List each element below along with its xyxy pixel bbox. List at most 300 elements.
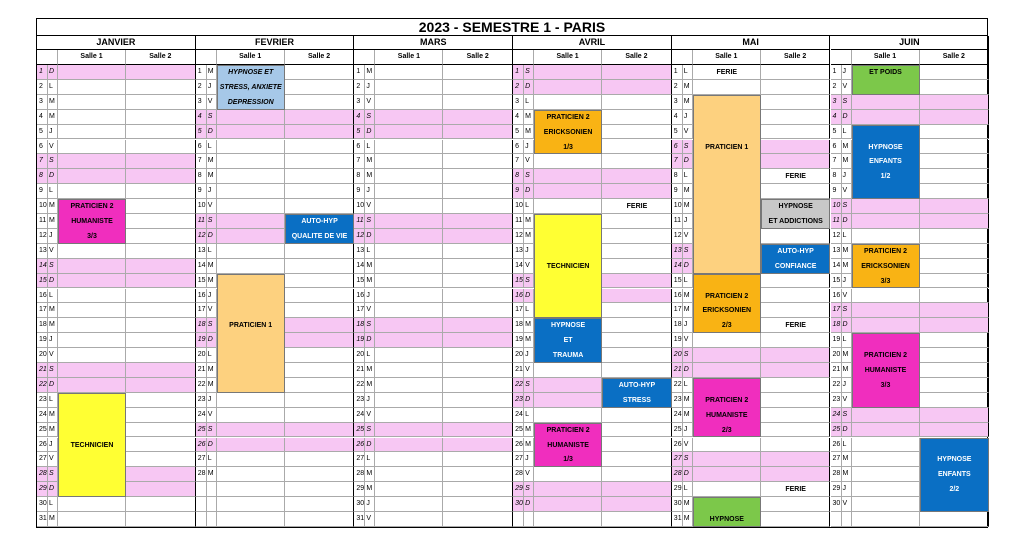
room-2-slot[interactable] [920,408,990,423]
room-2-slot[interactable] [602,482,672,497]
room-1-slot[interactable] [534,378,602,393]
room-1-slot[interactable] [693,438,761,453]
room-2-slot[interactable] [920,169,990,184]
room-2-slot[interactable] [602,80,672,95]
room-2-slot[interactable] [285,423,355,438]
room-2-slot[interactable] [920,80,990,95]
room-1-slot[interactable] [375,452,443,467]
room-1-slot[interactable] [693,363,761,378]
room-1-slot[interactable] [217,154,285,169]
room-2-slot[interactable] [920,125,990,140]
room-2-slot[interactable] [285,438,355,453]
room-1-slot[interactable] [852,318,920,333]
room-2-slot[interactable] [761,348,831,363]
room-1-header: Salle 1 [58,50,126,65]
room-2-slot[interactable] [602,363,672,378]
room-1-slot[interactable] [852,497,920,512]
room-2-slot[interactable] [602,184,672,199]
room-2-slot[interactable] [602,497,672,512]
weekday-letter: S [683,452,693,467]
room-1-header: Salle 1 [852,50,920,65]
room-2-slot[interactable] [761,512,831,527]
room-2-slot[interactable] [285,65,355,80]
room-1-slot[interactable] [58,140,126,155]
room-2-slot[interactable] [126,303,196,318]
room-1-slot[interactable] [375,244,443,259]
room-2-slot[interactable] [126,363,196,378]
room-1-slot[interactable] [534,95,602,110]
room-2-slot[interactable] [285,80,355,95]
room-2-slot[interactable] [602,110,672,125]
room-2-slot[interactable] [761,378,831,393]
room-2-slot[interactable] [285,154,355,169]
room-1-slot[interactable] [217,110,285,125]
room-2-slot[interactable] [443,438,513,453]
room-2-slot[interactable] [443,363,513,378]
room-1-slot[interactable] [852,452,920,467]
room-2-slot[interactable] [602,65,672,80]
room-1-slot[interactable] [217,184,285,199]
room-1-slot[interactable] [534,169,602,184]
room-2-slot[interactable] [126,80,196,95]
event-block[interactable] [217,274,285,393]
room-1-slot[interactable] [375,348,443,363]
room-2-slot[interactable] [285,169,355,184]
room-1-slot[interactable] [693,482,761,497]
weekday-letter: S [365,214,375,229]
room-2-slot[interactable] [443,333,513,348]
room-2-slot[interactable] [920,348,990,363]
room-1-slot[interactable] [852,289,920,304]
room-2-slot[interactable] [126,184,196,199]
room-2-slot[interactable] [126,140,196,155]
room-1-slot[interactable] [375,125,443,140]
room-2-slot[interactable] [443,303,513,318]
room-1-slot[interactable] [217,140,285,155]
room-2-slot[interactable] [761,423,831,438]
room-2-slot[interactable] [126,423,196,438]
room-2-slot[interactable] [761,408,831,423]
room-2-slot[interactable] [443,110,513,125]
room-2-slot[interactable] [761,333,831,348]
room-1-slot[interactable] [852,110,920,125]
event-label: PRATICIEN 2 [863,247,908,255]
room-2-slot[interactable] [920,303,990,318]
room-2-slot[interactable] [443,259,513,274]
room-2-slot[interactable] [126,125,196,140]
room-1-slot[interactable] [852,423,920,438]
room-2-slot[interactable] [126,512,196,527]
room-1-slot[interactable] [58,274,126,289]
room-2-slot[interactable] [126,393,196,408]
room-2-slot[interactable] [126,169,196,184]
room-2-slot[interactable] [285,318,355,333]
weekday-letter: D [365,229,375,244]
room-2-slot[interactable] [920,184,990,199]
room-2-slot[interactable] [920,95,990,110]
room-1-slot[interactable] [375,65,443,80]
room-2-slot[interactable] [443,65,513,80]
weekday-letter: L [683,274,693,289]
room-2-slot[interactable] [443,140,513,155]
room-2-slot[interactable] [285,274,355,289]
room-2-slot[interactable] [126,378,196,393]
room-2-slot[interactable] [443,408,513,423]
room-2-slot[interactable] [920,393,990,408]
room-2-slot[interactable] [443,482,513,497]
room-2-slot[interactable] [761,363,831,378]
room-1-slot[interactable] [375,229,443,244]
room-1-slot[interactable] [852,467,920,482]
room-2-slot[interactable] [602,467,672,482]
room-1-slot[interactable] [375,512,443,527]
day-number: 23 [354,393,365,408]
room-2-slot[interactable] [761,154,831,169]
room-2-slot[interactable] [443,169,513,184]
room-2-slot[interactable] [761,65,831,80]
room-2-slot[interactable] [602,214,672,229]
room-2-slot[interactable] [126,497,196,512]
room-1-slot[interactable] [375,378,443,393]
room-2-slot[interactable] [285,289,355,304]
room-1-slot[interactable] [375,214,443,229]
room-2-slot[interactable] [602,438,672,453]
room-2-slot[interactable] [920,259,990,274]
room-2-slot[interactable] [443,497,513,512]
room-1-slot[interactable] [58,512,126,527]
weekday-letter: L [48,184,58,199]
room-2-slot[interactable] [285,408,355,423]
room-1-slot[interactable] [375,318,443,333]
room-1-slot[interactable] [58,333,126,348]
room-2-slot[interactable] [443,318,513,333]
room-2-slot[interactable] [285,303,355,318]
room-1-slot[interactable] [534,184,602,199]
room-2-slot[interactable] [126,333,196,348]
room-1-slot[interactable] [852,408,920,423]
room-2-slot[interactable] [761,452,831,467]
day-number: 23 [37,393,48,408]
weekday-letter: V [842,80,852,95]
room-1-slot[interactable] [534,467,602,482]
room-1-slot[interactable] [852,95,920,110]
room-2-slot[interactable] [443,199,513,214]
room-2-slot[interactable] [761,303,831,318]
room-1-slot[interactable] [375,393,443,408]
room-2-slot[interactable] [285,184,355,199]
room-1-slot[interactable] [534,363,602,378]
room-1-slot[interactable] [217,125,285,140]
weekday-letter: M [524,214,534,229]
event-label: HUMANISTE [864,367,907,374]
room-2-slot[interactable] [443,452,513,467]
room-2-slot[interactable] [285,363,355,378]
room-1-slot[interactable] [58,348,126,363]
room-1-slot[interactable] [534,65,602,80]
weekday-letter: S [683,244,693,259]
room-2-slot[interactable] [126,65,196,80]
room-2-slot[interactable] [602,95,672,110]
room-2-slot[interactable] [920,110,990,125]
room-1-slot[interactable] [58,169,126,184]
room-1-slot[interactable] [375,363,443,378]
room-2-slot[interactable] [602,259,672,274]
room-1-slot[interactable] [852,199,920,214]
room-1-slot[interactable] [375,259,443,274]
room-1-slot[interactable] [375,154,443,169]
room-2-slot[interactable] [443,229,513,244]
room-2-slot[interactable] [443,154,513,169]
room-2-slot[interactable] [602,303,672,318]
room-2-slot[interactable] [126,318,196,333]
room-2-slot[interactable] [126,214,196,229]
room-2-slot[interactable] [920,154,990,169]
room-1-slot[interactable] [217,438,285,453]
room-1-slot[interactable] [58,110,126,125]
room-1-slot[interactable] [58,303,126,318]
room-2-slot[interactable] [920,199,990,214]
room-2-slot[interactable] [602,169,672,184]
room-1-slot[interactable] [58,289,126,304]
room-1-slot[interactable] [375,110,443,125]
room-2-slot[interactable] [126,244,196,259]
room-1-slot[interactable] [852,303,920,318]
room-1-slot[interactable] [375,467,443,482]
room-2-slot[interactable] [920,140,990,155]
room-2-slot[interactable] [285,199,355,214]
room-1-slot[interactable] [58,184,126,199]
room-2-slot[interactable] [920,363,990,378]
room-1-slot[interactable] [852,482,920,497]
room-1-slot[interactable] [693,348,761,363]
room-1-slot[interactable] [375,482,443,497]
room-2-slot[interactable] [920,333,990,348]
room-2-slot[interactable] [602,125,672,140]
room-2-slot[interactable] [602,289,672,304]
room-1-slot[interactable] [375,303,443,318]
room-1-slot[interactable] [58,80,126,95]
room-1-slot[interactable] [375,199,443,214]
room-2-slot[interactable] [920,318,990,333]
event-block[interactable] [693,95,761,274]
room-2-slot[interactable] [285,378,355,393]
day-number: 23 [672,393,683,408]
room-2-slot[interactable] [761,140,831,155]
room-2-slot[interactable] [126,289,196,304]
room-2-slot[interactable] [443,214,513,229]
weekday-letter: S [683,348,693,363]
room-2-slot[interactable] [443,184,513,199]
room-2-slot[interactable] [761,229,831,244]
room-1-slot[interactable] [693,80,761,95]
room-2-slot[interactable] [443,274,513,289]
room-1-slot[interactable] [534,482,602,497]
room-2-slot[interactable] [443,467,513,482]
room-2-slot[interactable] [920,274,990,289]
empty-slot [285,512,355,527]
room-1-slot[interactable] [58,154,126,169]
room-2-slot[interactable] [920,244,990,259]
room-1-slot[interactable] [375,408,443,423]
room-2-slot[interactable] [126,229,196,244]
room-2-slot[interactable] [126,95,196,110]
room-1-slot[interactable] [217,259,285,274]
room-2-slot[interactable] [285,95,355,110]
room-2-slot[interactable] [443,512,513,527]
room-1-slot[interactable] [58,318,126,333]
room-2-slot[interactable] [443,80,513,95]
room-2-slot[interactable] [443,244,513,259]
room-2-slot[interactable] [443,348,513,363]
room-2-slot[interactable] [761,438,831,453]
room-2-slot[interactable] [126,154,196,169]
room-2-slot[interactable] [443,95,513,110]
room-2-slot[interactable] [761,393,831,408]
room-1-slot[interactable] [852,438,920,453]
room-2-slot[interactable] [126,199,196,214]
room-2-slot[interactable] [602,274,672,289]
room-1-slot[interactable] [375,423,443,438]
room-1-slot[interactable] [534,154,602,169]
room-1-slot[interactable] [217,214,285,229]
room-2-slot[interactable] [126,408,196,423]
room-2-slot[interactable] [285,452,355,467]
room-1-slot[interactable] [217,452,285,467]
room-2-slot[interactable] [761,467,831,482]
room-1-slot[interactable] [693,452,761,467]
room-1-slot[interactable] [217,169,285,184]
room-2-slot[interactable] [602,140,672,155]
room-1-slot[interactable] [375,140,443,155]
room-2-slot[interactable] [761,95,831,110]
room-2-slot[interactable] [761,110,831,125]
event-label: HYPNOSE [709,516,744,523]
room-1-slot[interactable] [375,184,443,199]
room-2-slot[interactable] [126,259,196,274]
room-1-slot[interactable] [58,95,126,110]
room-2-slot[interactable] [285,125,355,140]
room-2-slot[interactable] [602,348,672,363]
weekday-letter: L [48,289,58,304]
room-2-slot[interactable] [285,110,355,125]
room-2-slot[interactable] [602,333,672,348]
room-1-slot[interactable] [58,259,126,274]
room-1-slot[interactable] [375,95,443,110]
room-2-slot[interactable] [126,452,196,467]
room-1-slot[interactable] [852,214,920,229]
weekday-letter: J [365,393,375,408]
room-2-slot[interactable] [602,229,672,244]
room-1-slot[interactable] [534,393,602,408]
event-label: STRESS [622,396,651,404]
room-2-slot[interactable] [443,378,513,393]
room-2-slot[interactable] [126,274,196,289]
room-2-slot[interactable] [285,393,355,408]
room-1-slot[interactable] [375,497,443,512]
room-1-slot[interactable] [375,80,443,95]
room-2-slot[interactable] [285,244,355,259]
weekday-letter: D [207,333,217,348]
room-2-slot[interactable] [602,423,672,438]
room-2-slot[interactable] [126,467,196,482]
room-2-slot[interactable] [602,154,672,169]
room-2-slot[interactable] [761,80,831,95]
room-1-slot[interactable] [217,393,285,408]
room-1-slot[interactable] [58,363,126,378]
room-1-slot[interactable] [693,333,761,348]
room-1-slot[interactable] [58,244,126,259]
room-2-slot[interactable] [761,125,831,140]
room-2-slot[interactable] [285,259,355,274]
room-1-slot[interactable] [58,65,126,80]
room-2-slot[interactable] [920,214,990,229]
room-1-slot[interactable] [217,199,285,214]
room-2-slot[interactable] [761,497,831,512]
room-1-slot[interactable] [375,438,443,453]
room-2-slot[interactable] [920,289,990,304]
room-1-slot[interactable] [58,497,126,512]
room-1-slot[interactable] [58,125,126,140]
room-2-slot[interactable] [285,467,355,482]
room-2-slot[interactable] [126,348,196,363]
room-1-slot[interactable] [693,467,761,482]
room-1-slot[interactable] [217,229,285,244]
room-2-slot[interactable] [443,125,513,140]
room-2-slot[interactable] [602,452,672,467]
day-number: 13 [831,244,842,259]
room-2-slot[interactable] [285,140,355,155]
room-1-slot[interactable] [217,408,285,423]
room-1-slot[interactable] [217,244,285,259]
room-1-slot[interactable] [58,378,126,393]
room-1-slot[interactable] [534,199,602,214]
room-2-slot[interactable] [126,438,196,453]
room-1-slot[interactable] [217,467,285,482]
day-number: 5 [354,125,365,140]
room-2-slot[interactable] [602,408,672,423]
room-2-slot[interactable] [285,348,355,363]
weekday-letter: D [842,110,852,125]
room-1-slot[interactable] [217,423,285,438]
event-label: FERIE [785,173,806,181]
room-2-slot[interactable] [443,289,513,304]
room-2-slot[interactable] [126,110,196,125]
room-2-slot[interactable] [443,423,513,438]
room-1-slot[interactable] [534,408,602,423]
weekday-letter: M [683,408,693,423]
room-2-slot[interactable] [920,229,990,244]
room-1-slot[interactable] [375,289,443,304]
room-1-slot[interactable] [534,80,602,95]
room-1-slot[interactable] [375,169,443,184]
room-2-slot[interactable] [761,184,831,199]
room-2-slot[interactable] [761,289,831,304]
day-number: 2 [672,80,683,95]
room-2-slot[interactable] [285,333,355,348]
room-2-slot[interactable] [602,318,672,333]
room-2-slot[interactable] [920,423,990,438]
room-2-slot[interactable] [920,378,990,393]
room-2-slot[interactable] [602,244,672,259]
room-1-slot[interactable] [375,333,443,348]
room-2-slot[interactable] [126,482,196,497]
room-1-slot[interactable] [534,497,602,512]
room-2-slot[interactable] [761,274,831,289]
room-2-slot[interactable] [920,65,990,80]
room-1-slot[interactable] [375,274,443,289]
room-2-slot[interactable] [443,393,513,408]
room-1-slot[interactable] [852,229,920,244]
